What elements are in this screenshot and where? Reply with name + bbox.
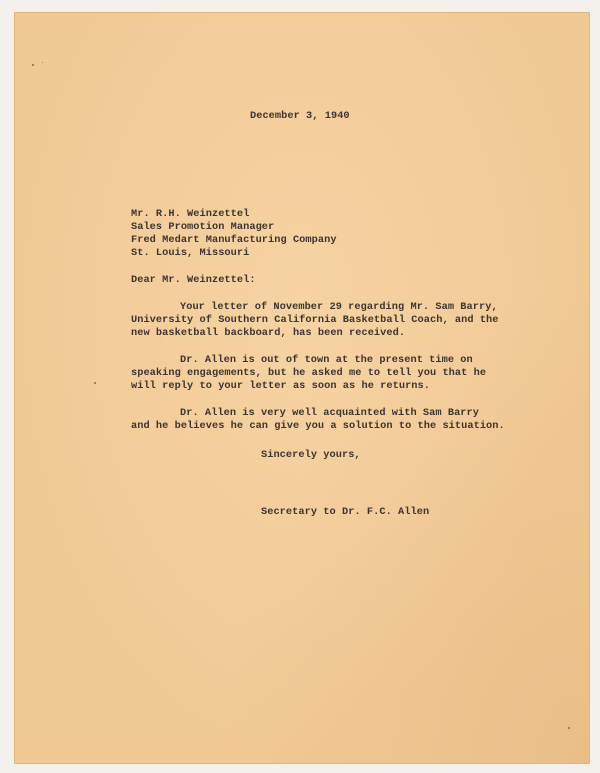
recipient-title: Sales Promotion Manager: [131, 221, 275, 233]
recipient-company: Fred Medart Manufacturing Company: [131, 234, 337, 246]
salutation: Dear Mr. Weinzettel:: [131, 274, 256, 286]
paragraph-1-line-1: Your letter of November 29 regarding Mr. Sam Barry,: [180, 301, 498, 313]
recipient-name: Mr. R.H. Weinzettel: [131, 208, 250, 220]
paragraph-2-line-1: Dr. Allen is out of town at the present time on: [180, 354, 473, 366]
paragraph-1-line-2: University of Southern California Basketball Coach, and the: [131, 314, 499, 326]
paragraph-3-line-1: Dr. Allen is very well acquainted with Sam Barry: [180, 407, 479, 419]
signature-line: Secretary to Dr. F.C. Allen: [261, 506, 430, 518]
paragraph-2-line-2: speaking engagements, but he asked me to tell you that he: [131, 367, 487, 379]
paper-speck: [568, 727, 570, 729]
paper-speck: [42, 62, 43, 63]
recipient-city: St. Louis, Missouri: [131, 247, 250, 259]
closing: Sincerely yours,: [261, 449, 361, 461]
paper-speck: [94, 382, 96, 384]
paragraph-1-line-3: new basketball backboard, has been received.: [131, 327, 406, 339]
letter-date: December 3, 1940: [250, 110, 350, 122]
paper-speck: [32, 64, 34, 66]
paragraph-3-line-2: and he believes he can give you a solution to the situation.: [131, 420, 505, 432]
paragraph-2-line-3: will reply to your letter as soon as he returns.: [131, 380, 430, 392]
